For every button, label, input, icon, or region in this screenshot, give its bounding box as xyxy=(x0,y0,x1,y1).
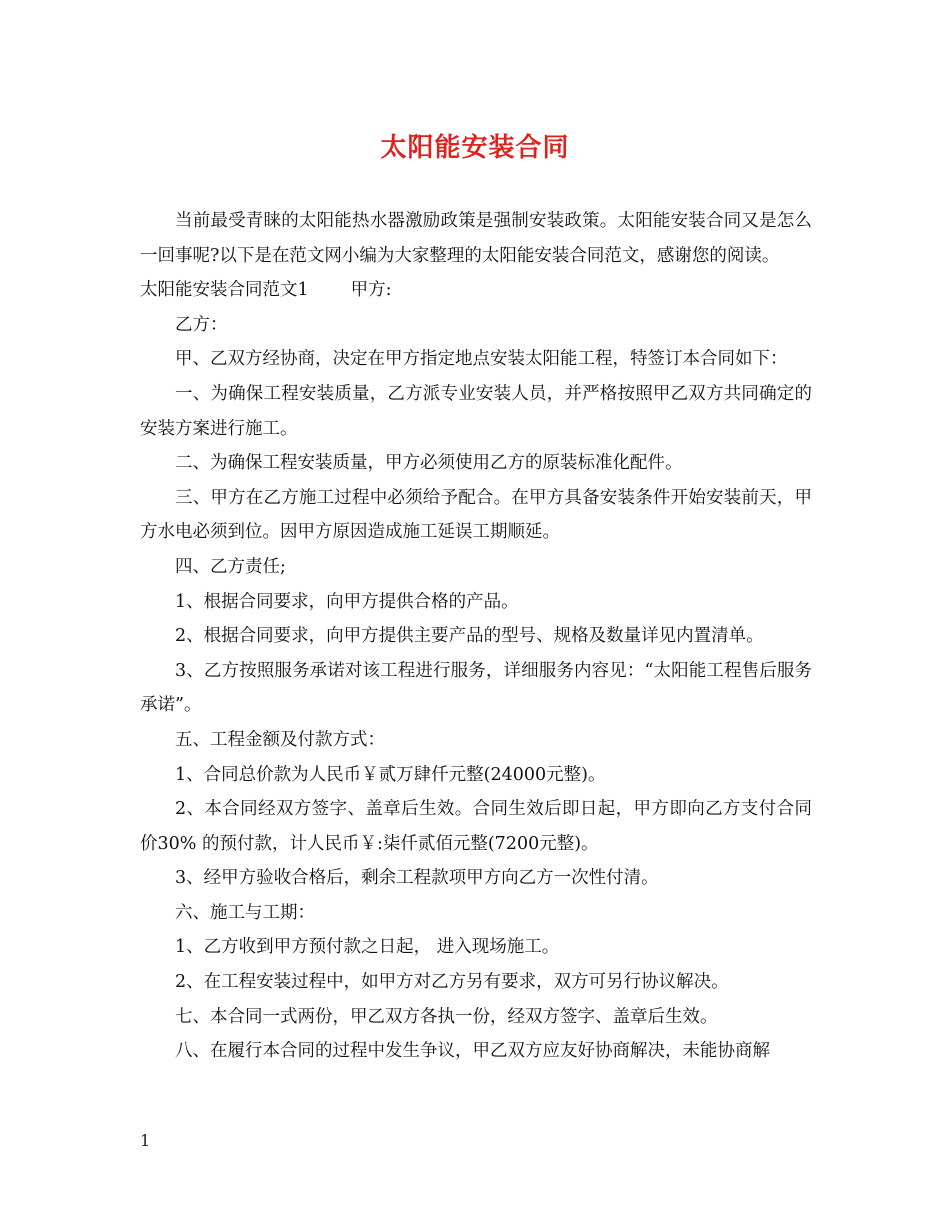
clause-paragraph: 甲、乙双方经协商，决定在甲方指定地点安装太阳能工程，特签订本合同如下： xyxy=(175,349,788,370)
party-a-label: 甲方: xyxy=(350,280,392,301)
clause-paragraph: 五、工程金额及付款方式： xyxy=(175,729,385,750)
sample-heading: 太阳能安装合同范文1 xyxy=(140,280,309,301)
clause-paragraph: 六、施工与工期： xyxy=(175,902,315,923)
clause-paragraph: 1、根据合同要求，向甲方提供合格的产品。 xyxy=(175,591,519,612)
sample-heading-line xyxy=(140,273,812,308)
clause-paragraph: 二、为确保工程安装质量，甲方必须使用乙方的原装标准化配件。 xyxy=(175,453,683,474)
clause-paragraph: 一、为确保工程安装质量，乙方派专业安装人员，并严格按照甲乙双方共同确定的安装方案进行施工。 xyxy=(140,383,812,439)
clause-paragraph: 2、根据合同要求，向甲方提供主要产品的型号、规格及数量详见内置清单。 xyxy=(175,626,764,647)
clause-paragraph: 八、在履行本合同的过程中发生争议，甲乙双方应友好协商解决，未能协商解 xyxy=(175,1041,770,1062)
clause-paragraph: 2、在工程安装过程中，如甲方对乙方另有要求，双方可另行协议解决。 xyxy=(175,972,729,993)
party-b-label: 乙方： xyxy=(175,314,228,335)
clause-paragraph: 2、本合同经双方签字、盖章后生效。合同生效后即日起，甲方即向乙方支付合同价30% 的预付款，计人民币￥:柒仟贰佰元整(7200元整)。 xyxy=(140,799,812,854)
clause-paragraph: 三、甲方在乙方施工过程中必须给予配合。在甲方具备安装条件开始安装前天，甲方水电必须到位。因甲方原因造成施工延误工期顺延。 xyxy=(140,487,812,543)
clause-paragraph: 1、合同总价款为人民币￥贰万肆仟元整(24000元整)。 xyxy=(175,764,606,785)
document-title: 太阳能安装合同 xyxy=(380,133,570,163)
clause-paragraph: 七、本合同一式两份，甲乙双方各执一份，经双方签字、盖章后生效。 xyxy=(175,1006,718,1027)
clause-paragraph: 1、乙方收到甲方预付款之日起， 进入现场施工。 xyxy=(175,937,560,958)
clause-paragraph: 3、乙方按照服务承诺对该工程进行服务，详细服务内容见：“太阳能工程售后服务承诺”。 xyxy=(140,660,812,716)
document-body xyxy=(140,204,812,1069)
page-number: 1 xyxy=(140,1131,151,1150)
clause-paragraph: 四、乙方责任; xyxy=(175,556,286,577)
clause-paragraph: 3、经甲方验收合格后，剩余工程款项甲方向乙方一次性付清。 xyxy=(175,868,659,889)
intro-paragraph: 当前最受青睐的太阳能热水器激励政策是强制安装政策。太阳能安装合同又是怎么一回事呢?以下是在范文网小编为大家整理的太阳能安装合同范文，感谢您的阅读。 xyxy=(140,211,812,266)
